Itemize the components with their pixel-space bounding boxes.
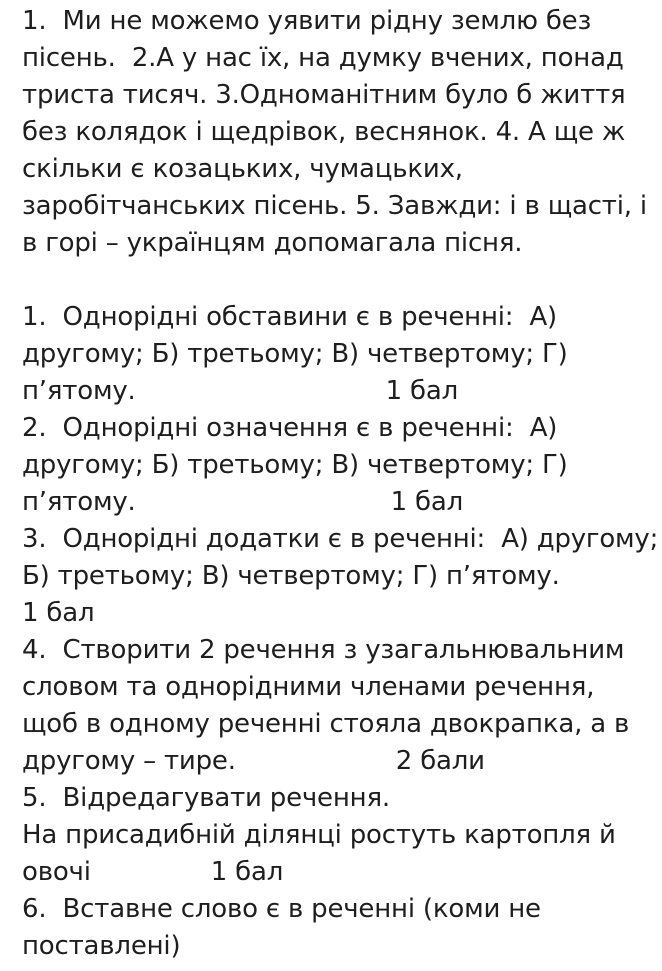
- passage-line: заробітчанських пісень. 5. Завжди: і в щасті, і: [22, 191, 647, 221]
- task-5-line: [22, 855, 283, 889]
- task-1-text: п’ятому.: [22, 376, 136, 406]
- task-1-line: 1. Однорідні обставини є в реченні: А): [22, 302, 557, 332]
- task-3-line: Б) третьому; В) четвертому; Г) п’ятому.: [22, 561, 560, 591]
- task-4-line: щоб в одному реченні стояла двокрапка, а в: [22, 709, 630, 739]
- task-5-line: На присадибній ділянці ростуть картопля й: [22, 820, 616, 850]
- task-5-points: 1 бал: [210, 857, 284, 887]
- task-1-line: [22, 374, 458, 408]
- task-4-points: 2 бали: [395, 746, 485, 776]
- passage-line: скільки є козацьких, чумацьких,: [22, 154, 463, 184]
- passage-line: 1. Ми не можемо уявити рідну землю без: [22, 6, 592, 36]
- task-2-line: [22, 485, 463, 519]
- task-4-line: 4. Створити 2 речення з узагальнювальним: [22, 635, 625, 665]
- passage-line: в горі – українцям допомагала пісня.: [22, 228, 523, 258]
- task-1-line: другому; Б) третьому; В) четвертому; Г): [22, 339, 568, 369]
- task-4-text: другому – тире.: [22, 746, 236, 776]
- task-2-line: 2. Однорідні означення є в реченні: А): [22, 413, 558, 443]
- passage-line: пісень. 2.А у нас їх, на думку вчених, понад: [22, 43, 624, 73]
- task-5-line: 5. Відредагувати речення.: [22, 783, 390, 813]
- task-2-points: 1 бал: [390, 487, 464, 517]
- passage-line: без колядок і щедрівок, веснянок. 4. А ще ж: [22, 117, 626, 147]
- task-6-line: поставлені): [22, 931, 181, 961]
- task-2-text: п’ятому.: [22, 487, 136, 517]
- task-3-line: 3. Однорідні додатки є в реченні: А) другому;: [22, 524, 659, 554]
- task-4-line: словом та однорідними членами речення,: [22, 672, 595, 702]
- task-5-text: овочі: [22, 857, 91, 887]
- passage-line: триста тисяч. 3.Одноманітним було б життя: [22, 80, 626, 110]
- task-4-line: [22, 744, 485, 778]
- task-1-points: 1 бал: [385, 376, 459, 406]
- task-3-points: 1 бал: [22, 598, 95, 628]
- task-6-line: 6. Вставне слово є в реченні (коми не: [22, 894, 541, 924]
- task-2-line: другому; Б) третьому; В) четвертому; Г): [22, 450, 568, 480]
